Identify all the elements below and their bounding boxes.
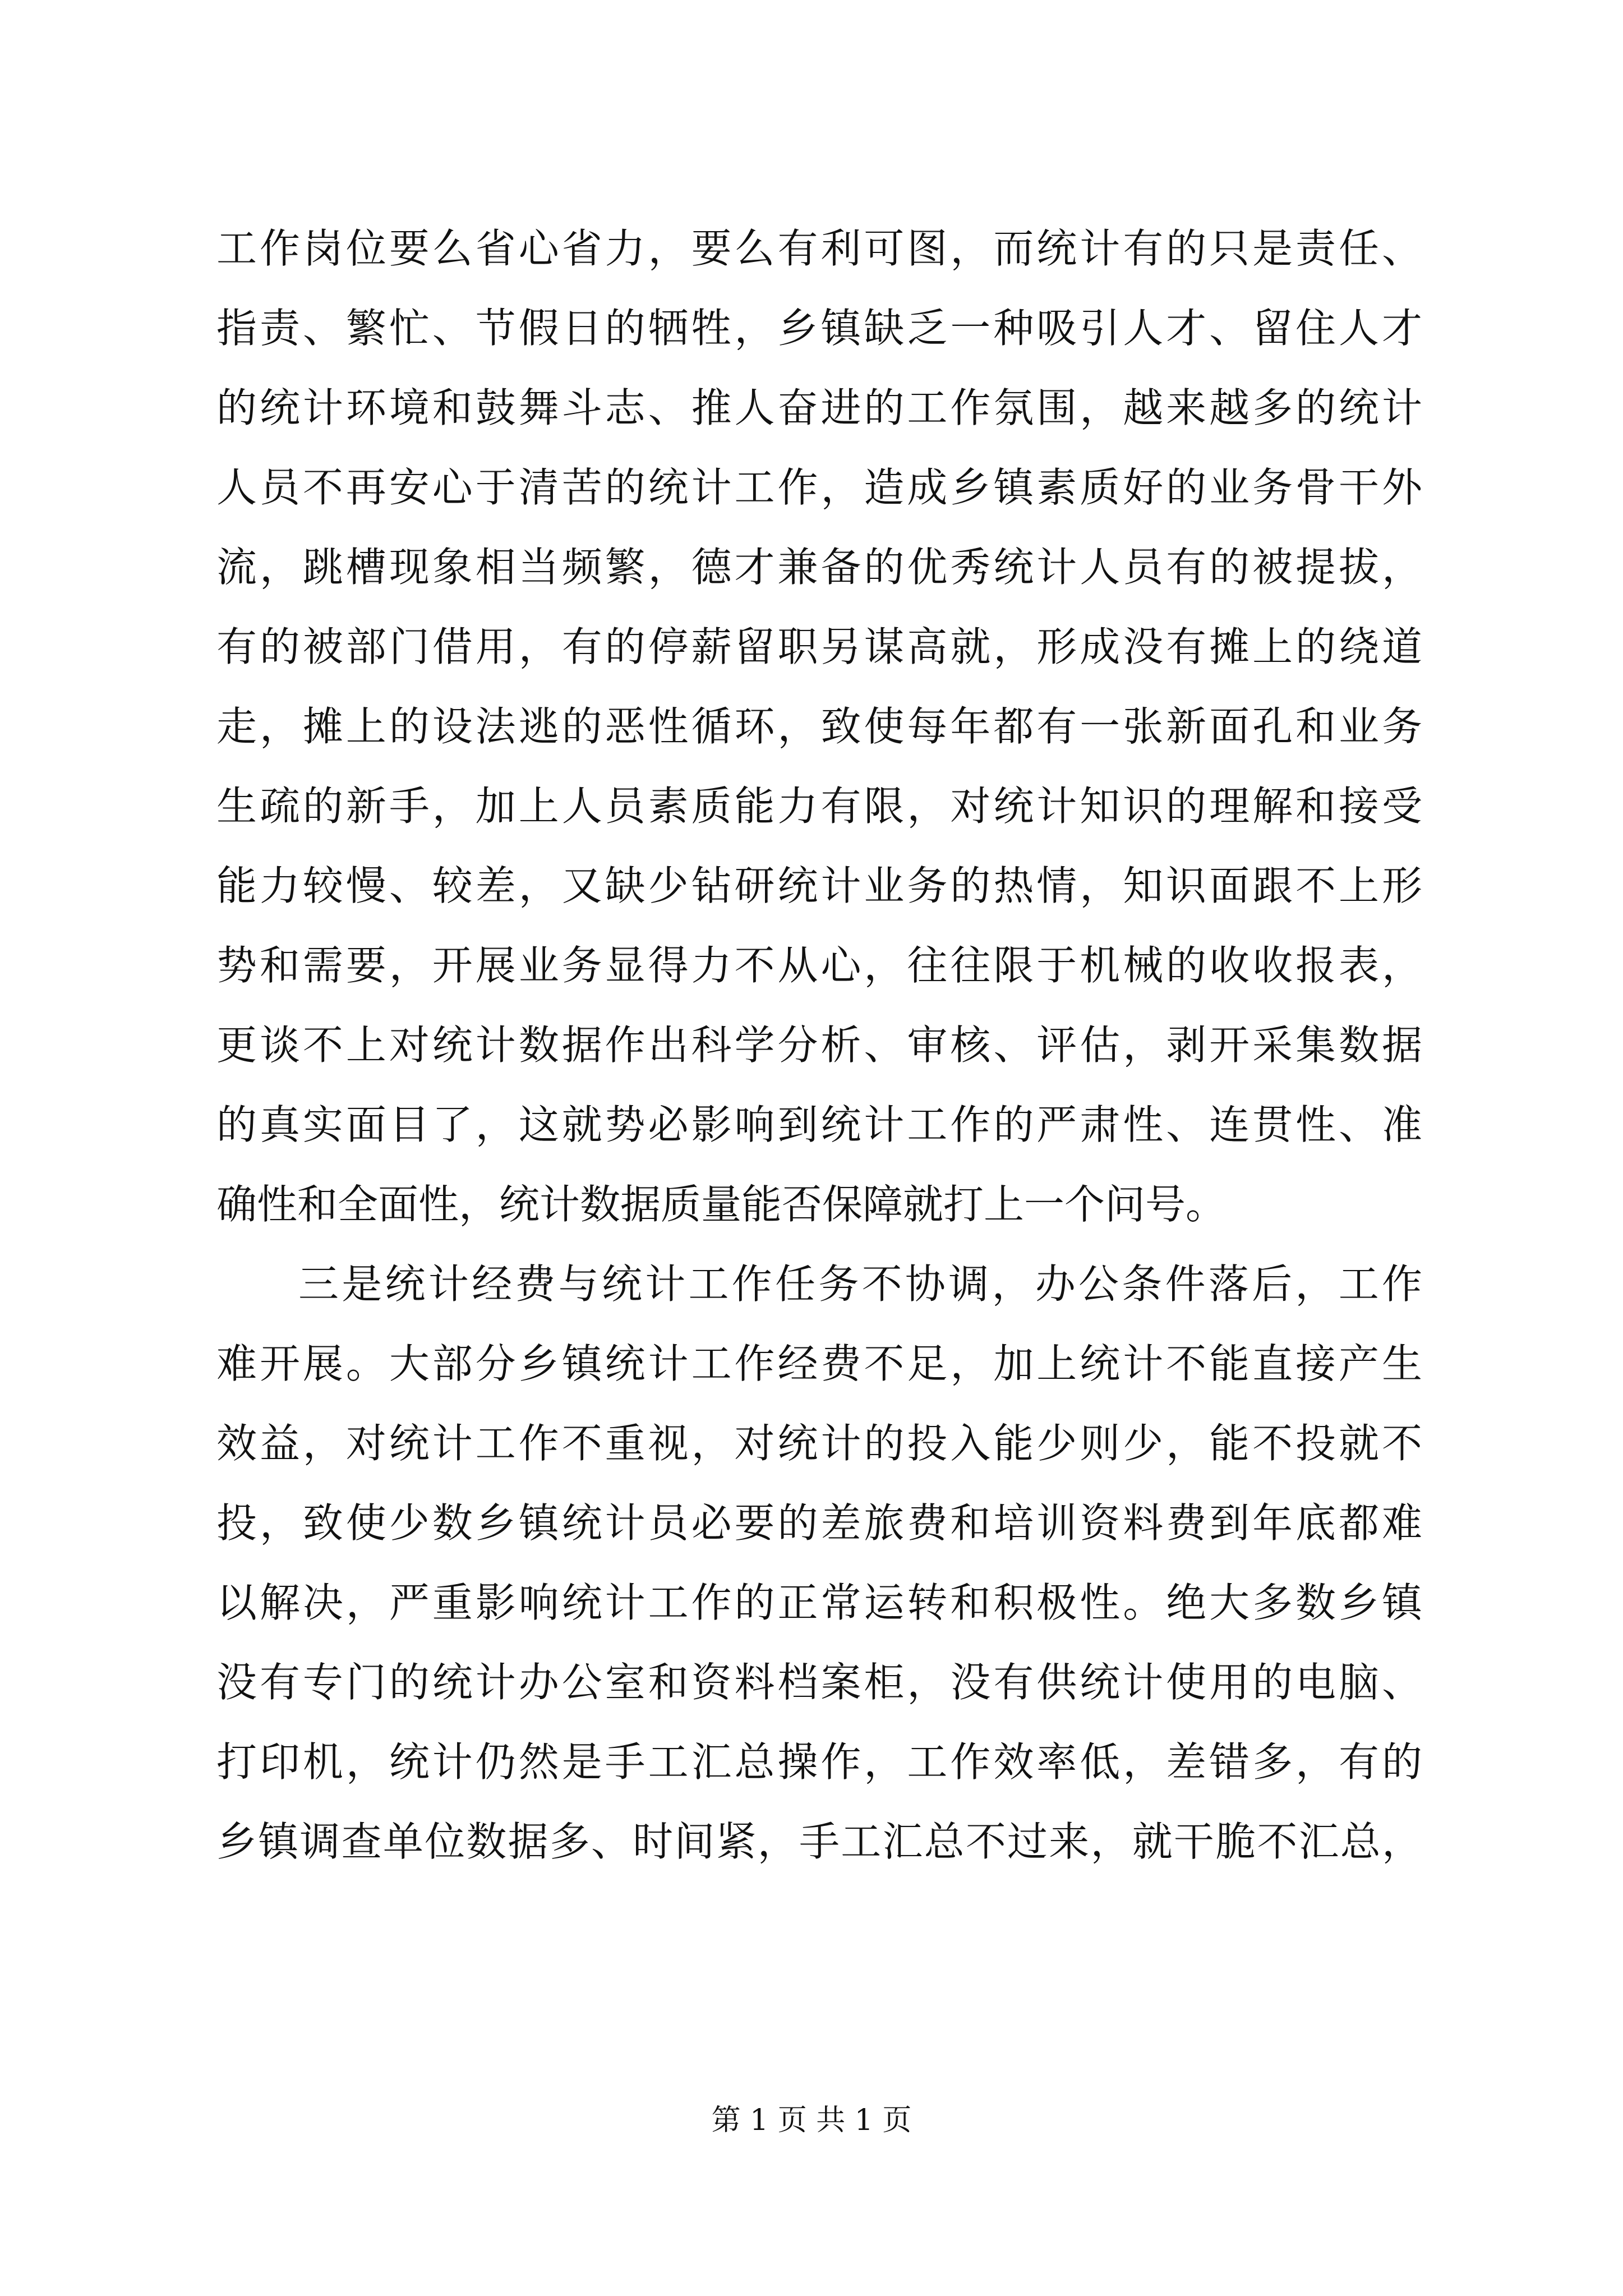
text-line: 能力较慢、较差，又缺少钻研统计业务的热情，知识面跟不上形 — [216, 862, 1422, 909]
text-line: 效益，对统计工作不重视，对统计的投入能少则少，能不投就不 — [216, 1420, 1422, 1467]
text-line: 指责、繁忙、节假日的牺牲，乡镇缺乏一种吸引人才、留住人才 — [216, 305, 1422, 352]
text-line: 人员不再安心于清苦的统计工作，造成乡镇素质好的业务骨干外 — [216, 464, 1422, 511]
text-line: 乡镇调查单位数据多、时间紧，手工汇总不过来，就干脆不汇总， — [216, 1818, 1422, 1865]
paragraph-first-line: 三是统计经费与统计工作任务不协调，办公条件落后，工作 — [298, 1260, 1422, 1308]
text-line: 打印机，统计仍然是手工汇总操作，工作效率低，差错多，有的 — [216, 1738, 1422, 1786]
text-line: 难开展。大部分乡镇统计工作经费不足，加上统计不能直接产生 — [216, 1340, 1422, 1387]
text-line: 工作岗位要么省心省力，要么有利可图，而统计有的只是责任、 — [216, 225, 1422, 272]
text-line: 的统计环境和鼓舞斗志、推人奋进的工作氛围，越来越多的统计 — [216, 384, 1422, 431]
paragraph-last-line: 确性和全面性，统计数据质量能否保障就打上一个问号。 — [216, 1181, 1227, 1228]
text-line: 更谈不上对统计数据作出科学分析、审核、评估，剥开采集数据 — [216, 1022, 1422, 1069]
text-line: 的真实面目了，这就势必影响到统计工作的严肃性、连贯性、准 — [216, 1101, 1422, 1148]
text-line: 投，致使少数乡镇统计员必要的差旅费和培训资料费到年底都难 — [216, 1499, 1422, 1547]
text-line: 没有专门的统计办公室和资料档案柜，没有供统计使用的电脑、 — [216, 1659, 1422, 1706]
text-line: 生疏的新手，加上人员素质能力有限，对统计知识的理解和接受 — [216, 783, 1422, 830]
text-line: 走，摊上的设法逃的恶性循环，致使每年都有一张新面孔和业务 — [216, 703, 1422, 750]
page-footer — [0, 2098, 1623, 2143]
text-line: 势和需要，开展业务显得力不从心，往往限于机械的收收报表， — [216, 942, 1422, 989]
body-text — [216, 209, 1422, 1881]
text-line: 流，跳槽现象相当频繁，德才兼备的优秀统计人员有的被提拔， — [216, 544, 1422, 591]
page-number-label: 第 1 页 共 1 页 — [711, 2104, 912, 2137]
text-line: 有的被部门借用，有的停薪留职另谋高就，形成没有摊上的绕道 — [216, 623, 1422, 670]
text-line: 以解决，严重影响统计工作的正常运转和积极性。绝大多数乡镇 — [216, 1579, 1422, 1626]
